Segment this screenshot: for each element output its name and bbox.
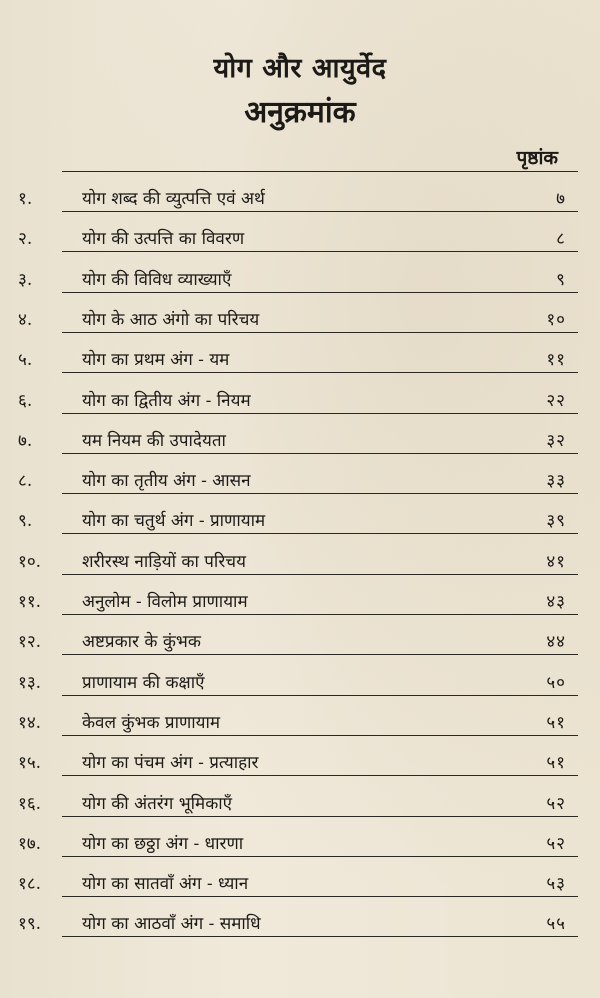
toc-entry [0,172,600,212]
entry-page: ५१ [546,753,566,774]
entry-title: शरीरस्थ नाड़ियों का परिचय [82,551,246,572]
entry-title: योग के आठ अंगो का परिचय [82,309,260,330]
entry-page: १० [546,309,566,330]
entry-number: १०. [18,551,42,572]
entry-number: १२. [18,632,42,653]
toc-entry [0,494,600,534]
entry-page: ३९ [546,511,566,532]
entry-page: ३३ [546,471,566,492]
entry-title: योग शब्द की व्युत्पत्ति एवं अर्थ [82,189,265,209]
page-title: योग और आयुर्वेद [213,53,387,84]
entry-number: ११. [18,592,42,612]
entry-title: अनुलोम - विलोम प्राणायाम [82,592,248,612]
entry-number: १. [18,189,33,209]
entry-page: ५२ [546,833,566,854]
toc-entry [0,736,600,776]
entry-page: ४३ [546,592,566,612]
toc-entry [0,212,600,252]
toc-entry [0,817,600,857]
toc-entry [0,374,600,414]
entry-title: केवल कुंभक प्राणायाम [82,712,221,733]
toc-entry [0,253,600,293]
entry-title: अष्टप्रकार के कुंभक [82,632,201,653]
toc-entry [0,535,600,575]
entry-page: ५० [546,672,566,693]
entry-page: ७ [556,189,566,209]
entry-number: १४. [18,712,42,733]
entry-title: योग का पंचम अंग - प्रत्याहार [82,753,259,774]
entry-number: १९. [18,914,42,935]
entry-number: ९. [18,511,33,532]
toc-entry [0,454,600,494]
entry-page: २२ [546,390,566,411]
entry-title: योग का चतुर्थ अंग - प्राणायाम [82,511,266,532]
entry-number: ७. [18,430,33,451]
entry-number: ६. [18,390,33,411]
entry-title: योग का छठ्ठा अंग - धारणा [82,833,244,854]
divider [62,936,578,937]
entry-page: ५२ [546,793,566,814]
entry-title: योग की उत्पत्ति का विवरण [82,229,245,250]
entry-page: ९ [556,269,566,290]
entry-title: योग का आठवाँ अंग - समाधि [82,914,261,935]
entry-number: १८. [18,874,42,895]
entry-page: ११ [546,350,566,371]
toc-entry [0,857,600,897]
entry-title: यम नियम की उपादेयता [82,430,226,451]
entry-number: १३. [18,672,42,693]
entry-number: १७. [18,833,42,854]
entry-page: ५१ [546,712,566,733]
toc-entry [0,656,600,696]
toc-entry [0,615,600,655]
entry-number: १५. [18,753,42,774]
toc-entry [0,777,600,817]
entry-title: योग की अंतरंग भूमिकाएँ [82,793,233,814]
contents-heading: अनुक्रमांक [244,95,356,130]
entry-page: ५३ [546,874,566,895]
entry-page: ८ [556,229,566,250]
entry-page: ५५ [546,914,566,935]
entry-title: योग का द्वितीय अंग - नियम [82,390,251,411]
entry-number: २. [18,229,33,250]
entry-number: ४. [18,309,33,330]
entry-number: ५. [18,350,33,371]
toc-entry [0,333,600,373]
toc-entry [0,293,600,333]
entry-title: योग का प्रथम अंग - यम [82,350,230,371]
entry-page: ४१ [546,551,566,572]
toc-entry [0,696,600,736]
entry-title: प्राणायाम की कक्षाएँ [82,672,205,693]
toc-entry [0,575,600,615]
entry-title: योग का तृतीय अंग - आसन [82,471,251,492]
toc-entry [0,414,600,454]
entry-title: योग की विविध व्याख्याएँ [82,269,232,290]
entry-page: ४४ [546,632,566,653]
entry-number: ३. [18,269,33,290]
page-column-label: पृष्ठांक [516,147,558,169]
toc-entry [0,897,600,937]
entry-title: योग का सातवाँ अंग - ध्यान [82,874,249,895]
entry-number: ८. [18,471,33,492]
entry-number: १६. [18,793,42,814]
entry-page: ३२ [546,430,566,451]
